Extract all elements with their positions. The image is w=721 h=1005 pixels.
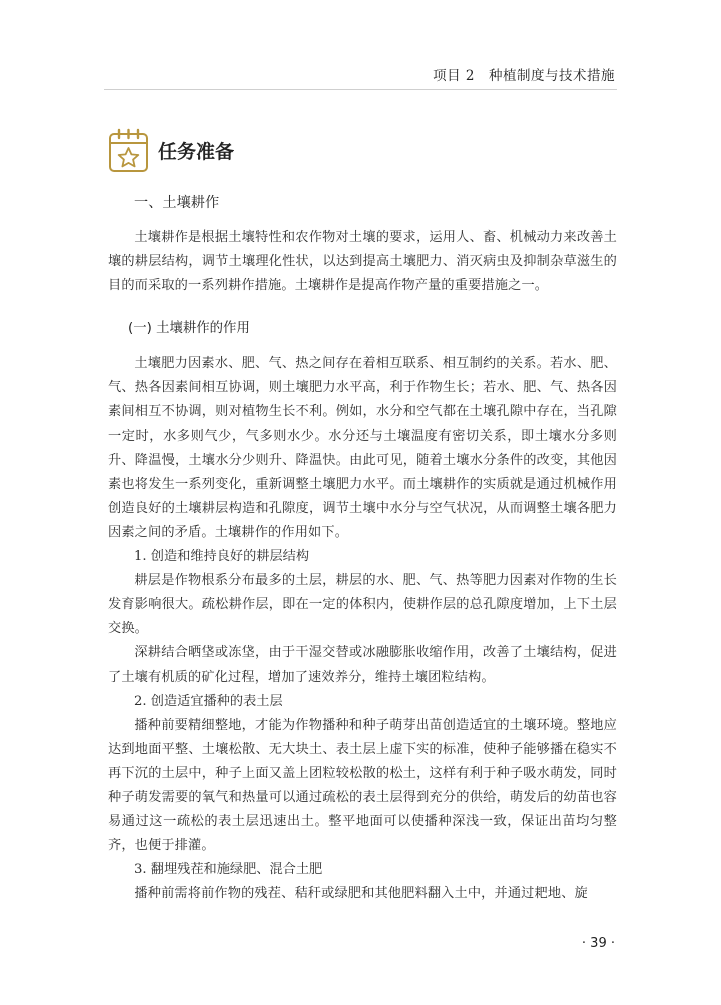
paragraph-fertility-factors: 土壤肥力因素水、肥、气、热之间存在着相互联系、相互制约的关系。若水、肥、气、热各因素间相互协调，则土壤肥力水平高，利于作物生长；若水、肥、气、热各因素间相互不协调，则对植物生长不利。例如，水分和空气都在土壤孔隙中存在，当孔隙一定时，水多则气少，气多则水少。水分还与土壤温度有密切关系，即土壤水分多则升、降温慢，土壤水分少则升、降温快。由此可见，随着土壤水分条件的改变，其他因素也将发生一系列变化，重新调整土壤肥力水平。而土壤耕作的实质就是通过机械作用创造良好的土壤耕层构造和孔隙度，调节土壤中水分与空气状况，从而调整土壤各肥力因素之间的矛盾。土壤耕作的作用如下。 [108,356,617,540]
heading-soil-tillage: 一、土壤耕作 [134,195,220,211]
section-heading [108,128,408,174]
calendar-star-icon [108,128,150,174]
item-3-paragraph-1: 播种前需将前作物的残茬、秸秆或绿肥和其他肥料翻入土中，并通过耙地、旋 [134,886,588,902]
page-number: · 39 · [581,936,615,951]
item-1-paragraph-2: 深耕结合晒垡或冻垡，由于干湿交替或冰融膨胀收缩作用，改善了土壤结构，促进了土壤有机质的矿化过程，增加了速效养分，维持土壤团粒结构。 [108,645,617,685]
item-2-paragraph-1: 播种前要精细整地，才能为作物播种和种子萌芽出苗创造适宜的土壤环境。整地应达到地面平整、土壤松散、无大块土、表土层上虚下实的标准，使种子能够播在稳实不再下沉的土层中，种子上面又盖上团粒较松散的松土，这样有利于种子吸水萌发，同时种子萌发需要的氧气和热量可以通过疏松的表土层得到充分的供给，萌发后的幼苗也容易通过这一疏松的表土层迅速出土。整平地面可以使播种深浅一致，保证出苗均匀整齐，也便于排灌。 [108,717,617,854]
running-title: 项目 2 种植制度与技术措施 [433,68,615,84]
subheading-tillage-function: (一) 土壤耕作的作用 [128,321,250,337]
item-2-title: 2. 创造适宜播种的表土层 [134,693,283,709]
running-header [0,0,721,92]
paragraph-intro: 土壤耕作是根据土壤特性和农作物对土壤的要求，运用人、畜、机械动力来改善土壤的耕层结构，调节土壤理化性状，以达到提高土壤肥力、消灭病虫及抑制杂草滋生的目的而采取的一系列耕作措施。土壤耕作是提高作物产量的重要措施之一。 [108,230,617,294]
item-3-title: 3. 翻埋残茬和施绿肥、混合土肥 [134,862,323,878]
header-divider [104,89,617,90]
section-title: 任务准备 [158,141,235,163]
main-content [108,186,617,906]
item-1-paragraph-1: 耕层是作物根系分布最多的土层，耕层的水、肥、气、热等肥力因素对作物的生长发育影响很大。疏松耕作层，即在一定的体积内，使耕作层的总孔隙度增加，上下土层交换。 [108,573,617,637]
item-1-title: 1. 创造和维持良好的耕层结构 [134,549,310,565]
